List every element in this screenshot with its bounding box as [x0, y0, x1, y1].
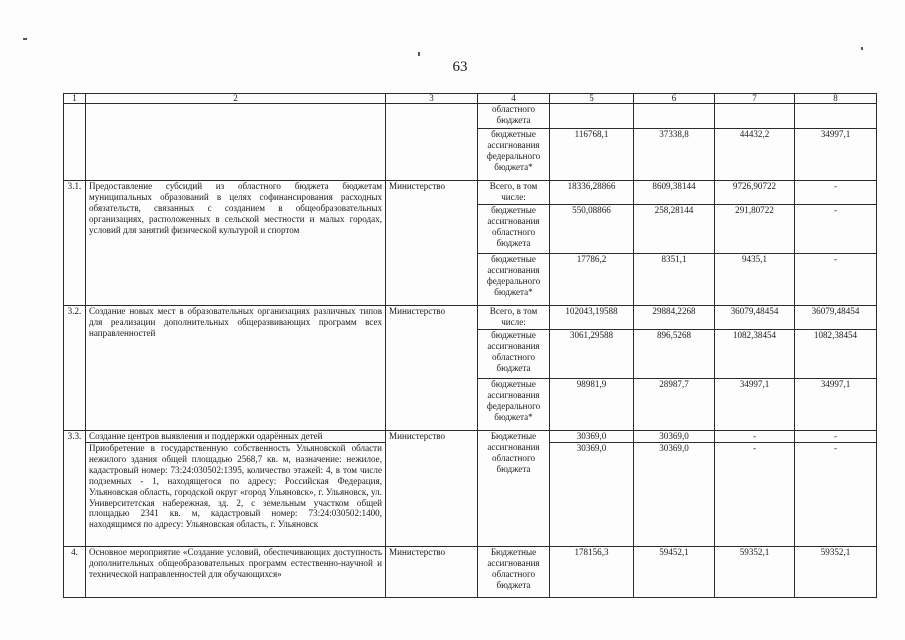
scan-mark — [23, 38, 27, 40]
header-cell: 2 — [86, 94, 386, 104]
value-cell: 116768,1 — [550, 129, 634, 181]
source-cell: бюджетные ассигнования федерального бюджета* — [478, 129, 550, 181]
value-cell: 37338,8 — [634, 129, 715, 181]
value-cell: - — [795, 431, 877, 443]
row-number-cell — [64, 104, 86, 181]
value-cell: - — [715, 443, 795, 547]
source-cell: бюджетные ассигнования областного бюджета — [478, 330, 550, 379]
value-cell: 59452,1 — [634, 547, 715, 598]
executor-cell: Министерство — [386, 431, 478, 547]
value-cell: 18336,28866 — [550, 181, 634, 205]
value-cell: - — [795, 254, 877, 306]
value-cell: 30369,0 — [634, 443, 715, 547]
executor-cell — [386, 104, 478, 181]
source-cell: Всего, в том числе: — [478, 181, 550, 205]
value-cell: 29884,2268 — [634, 306, 715, 330]
value-cell: - — [795, 205, 877, 254]
source-cell: бюджетные ассигнования федерального бюджета* — [478, 254, 550, 306]
value-cell: 8351,1 — [634, 254, 715, 306]
subitem-description-cell: Приобретение в государственную собственность Ульяновской области нежилого здания общей площадью 2568,7 кв. м, назначение: нежилое, кадастровый номер: 73:24:030502:1395, количество этажей: 4, в том числе подземных - 1, находящегося по адресу: Российская Федерация, Ульяновская область, городской округ «город Ульяновск», г. Ульяновск, ул. Университетская набережная, зд. 2, с земельным участком общей площадью 2341 кв. м, кадастровый номер: 73:24:030502:1400, находящимся по адресу: Ульяновская область, г. Ульяновск — [86, 443, 386, 547]
row-number-cell: 3.1. — [64, 181, 86, 306]
header-cell: 8 — [795, 94, 877, 104]
header-cell: 3 — [386, 94, 478, 104]
table-row — [64, 306, 877, 330]
budget-table — [63, 93, 877, 598]
value-cell: 9435,1 — [715, 254, 795, 306]
source-cell: Бюджетные ассигнования областного бюджета — [478, 431, 550, 547]
value-cell: 550,08866 — [550, 205, 634, 254]
source-cell: Бюджетные ассигнования областного бюджета — [478, 547, 550, 598]
table-row — [64, 104, 877, 129]
value-cell: 34997,1 — [795, 379, 877, 431]
value-cell: 98981,9 — [550, 379, 634, 431]
row-number-cell: 3.2. — [64, 306, 86, 431]
value-cell: 102043,19588 — [550, 306, 634, 330]
description-cell — [86, 104, 386, 181]
value-cell — [634, 104, 715, 129]
value-cell: 36079,48454 — [715, 306, 795, 330]
value-cell: 1082,38454 — [795, 330, 877, 379]
value-cell: 8609,38144 — [634, 181, 715, 205]
value-cell: 9726,90722 — [715, 181, 795, 205]
scan-mark — [418, 52, 420, 56]
table-header-row — [64, 94, 877, 104]
source-cell: Всего, в том числе: — [478, 306, 550, 330]
value-cell: 59352,1 — [795, 547, 877, 598]
source-cell: бюджетные ассигнования федерального бюджета* — [478, 379, 550, 431]
value-cell: 30369,0 — [550, 443, 634, 547]
value-cell — [550, 104, 634, 129]
source-cell: бюджетные ассигнования областного бюджета — [478, 205, 550, 254]
value-cell: 17786,2 — [550, 254, 634, 306]
value-cell: - — [715, 431, 795, 443]
page-number: 63 — [452, 59, 468, 75]
executor-cell: Министерство — [386, 547, 478, 598]
header-cell: 7 — [715, 94, 795, 104]
table-row — [64, 181, 877, 205]
header-cell: 6 — [634, 94, 715, 104]
scan-mark — [861, 47, 863, 50]
value-cell: 178156,3 — [550, 547, 634, 598]
value-cell: 28987,7 — [634, 379, 715, 431]
value-cell: 30369,0 — [634, 431, 715, 443]
row-number-cell: 4. — [64, 547, 86, 598]
value-cell: 34997,1 — [715, 379, 795, 431]
value-cell: 30369,0 — [550, 431, 634, 443]
value-cell — [795, 104, 877, 129]
value-cell: 34997,1 — [795, 129, 877, 181]
value-cell: 291,80722 — [715, 205, 795, 254]
value-cell: 59352,1 — [715, 547, 795, 598]
description-cell: Создание центров выявления и поддержки одарённых детей — [86, 431, 386, 443]
source-cell: областного бюджета — [478, 104, 550, 129]
value-cell — [715, 104, 795, 129]
executor-cell: Министерство — [386, 306, 478, 431]
description-cell: Создание новых мест в образовательных организациях различных типов для реализации дополнительных общеразвивающих программ всех направленностей — [86, 306, 386, 431]
value-cell: 1082,38454 — [715, 330, 795, 379]
table-row — [64, 431, 877, 443]
value-cell: - — [795, 443, 877, 547]
value-cell: 36079,48454 — [795, 306, 877, 330]
table-row — [64, 547, 877, 598]
row-number-cell: 3.3. — [64, 431, 86, 547]
value-cell: 44432,2 — [715, 129, 795, 181]
value-cell: 3061,29588 — [550, 330, 634, 379]
header-cell: 5 — [550, 94, 634, 104]
header-cell: 4 — [478, 94, 550, 104]
header-cell: 1 — [64, 94, 86, 104]
value-cell: 896,5268 — [634, 330, 715, 379]
description-cell: Основное мероприятие «Создание условий, обеспечивающих доступность дополнительных общеобразовательных программ естественно-научной и технической направленностей для обучающихся» — [86, 547, 386, 598]
description-cell: Предоставление субсидий из областного бюджета бюджетам муниципальных образований в целях софинансирования расходных обязательств, связанных с созданием в общеобразовательных организациях, расположенных в сельской местности и малых городах, условий для занятий физической культурой и спортом — [86, 181, 386, 306]
executor-cell: Министерство — [386, 181, 478, 306]
value-cell: 258,28144 — [634, 205, 715, 254]
value-cell: - — [795, 181, 877, 205]
